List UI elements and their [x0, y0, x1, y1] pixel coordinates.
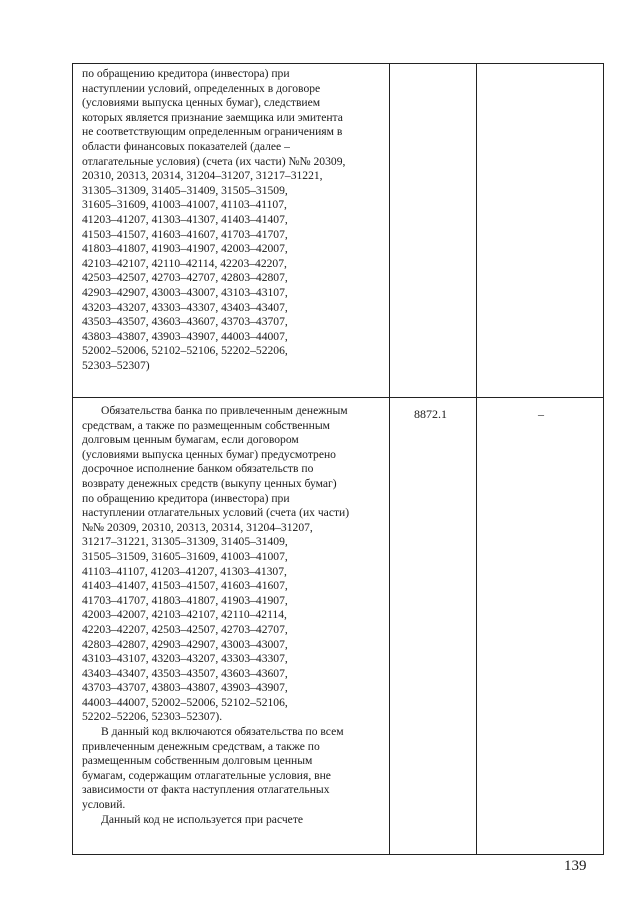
text-line: 41503–41507, 41603–41607, 41703–41707,	[82, 227, 288, 241]
text-line: 41803–41807, 41903–41907, 42003–42007,	[82, 242, 288, 256]
text-line: 42103–42107, 42110–42114, 42203–42207,	[82, 256, 287, 270]
text-line: 41103–41107, 41203–41207, 41303–41307,	[82, 564, 287, 578]
text-line: 31505–31509, 31605–31609, 41003–41007,	[82, 549, 288, 563]
text-line: 43103–43107, 43203–43207, 43303–43307,	[82, 652, 288, 666]
text-line: 31305–31309, 31405–31409, 31505–31509,	[82, 183, 288, 197]
text-line: 42503–42507, 42703–42707, 42803–42807,	[82, 271, 288, 285]
text-line: 42903–42907, 43003–43007, 43103–43107,	[82, 285, 288, 299]
text-line: условий.	[82, 798, 126, 812]
text-line: наступлении условий, определенных в договоре	[82, 81, 321, 95]
text-line: не соответствующим определенным ограничениям в	[82, 125, 343, 139]
page-number: 139	[564, 858, 587, 874]
text-line: 42003–42007, 42103–42107, 42110–42114,	[82, 608, 287, 622]
text-line: 43503–43507, 43603–43607, 43703–43707,	[82, 315, 288, 329]
text-line: долговым ценным бумагам, если договором	[82, 433, 299, 447]
text-line: привлеченным денежным средствам, а также по	[82, 739, 320, 753]
text-line: 44003–44007, 52002–52006, 52102–52106,	[82, 695, 288, 709]
text-line: которых является признание заемщика или эмитента	[82, 110, 343, 124]
text-line: наступлении отлагательных условий (счета (их части)	[82, 506, 350, 520]
text-line: Данный код не используется при расчете	[101, 812, 304, 826]
text-line: области финансовых показателей (далее –	[82, 139, 290, 153]
text-line: возврату денежных средств (выкупу ценных бумаг)	[82, 476, 337, 490]
text-line: (условиями выпуска ценных бумаг) предусмотрено	[82, 447, 336, 461]
text-line: 52202–52206, 52303–52307).	[82, 710, 223, 724]
account-code: 8872.1	[414, 407, 447, 421]
text-line: 41703–41707, 41803–41807, 41903–41907,	[82, 593, 288, 607]
text-line: В данный код включаются обязательства по всем	[101, 725, 344, 739]
text-line: 43403–43407, 43503–43507, 43603–43607,	[82, 666, 288, 680]
row-divider	[73, 397, 603, 398]
text-line: средствам, а также по размещенным собственным	[82, 418, 330, 432]
text-line: зависимости от факта наступления отлагательных	[82, 783, 330, 797]
value-dash: –	[538, 407, 544, 421]
document-table	[72, 63, 604, 855]
text-line: Обязательства банка по привлеченным денежным	[101, 404, 348, 417]
column-divider-2	[476, 64, 477, 854]
text-line: 43703–43707, 43803–43807, 43903–43907,	[82, 681, 288, 695]
text-line: бумагам, содержащим отлагательные условия, вне	[82, 768, 331, 782]
row2-description	[82, 404, 390, 827]
text-line: 52002–52006, 52102–52106, 52202–52206,	[82, 344, 288, 358]
text-line: 43203–43207, 43303–43307, 43403–43407,	[82, 300, 288, 314]
text-line: 31605–31609, 41003–41007, 41103–41107,	[82, 198, 287, 212]
text-line: (условиями выпуска ценных бумаг), следствием	[82, 96, 321, 110]
text-line: 52303–52307)	[82, 358, 150, 372]
text-line: 42803–42807, 42903–42907, 43003–43007,	[82, 637, 288, 651]
text-line: 42203–42207, 42503–42507, 42703–42707,	[82, 622, 288, 636]
text-line: 31217–31221, 31305–31309, 31405–31409,	[82, 535, 288, 549]
text-line: 41403–41407, 41503–41507, 41603–41607,	[82, 579, 288, 593]
row1-description	[82, 67, 390, 373]
text-line: 20310, 20313, 20314, 31204–31207, 31217–31221,	[82, 169, 323, 183]
text-line: отлагательные условия) (счета (их части) №№ 20309,	[82, 154, 346, 168]
text-line: досрочное исполнение банком обязательств по	[82, 462, 314, 476]
text-line: по обращению кредитора (инвестора) при	[82, 491, 290, 505]
text-line: 41203–41207, 41303–41307, 41403–41407,	[82, 212, 288, 226]
text-line: №№ 20309, 20310, 20313, 20314, 31204–31207,	[82, 520, 313, 534]
text-line: 43803–43807, 43903–43907, 44003–44007,	[82, 329, 288, 343]
text-line: по обращению кредитора (инвестора) при	[82, 67, 290, 80]
text-line: размещенным собственным долговым ценным	[82, 754, 313, 768]
